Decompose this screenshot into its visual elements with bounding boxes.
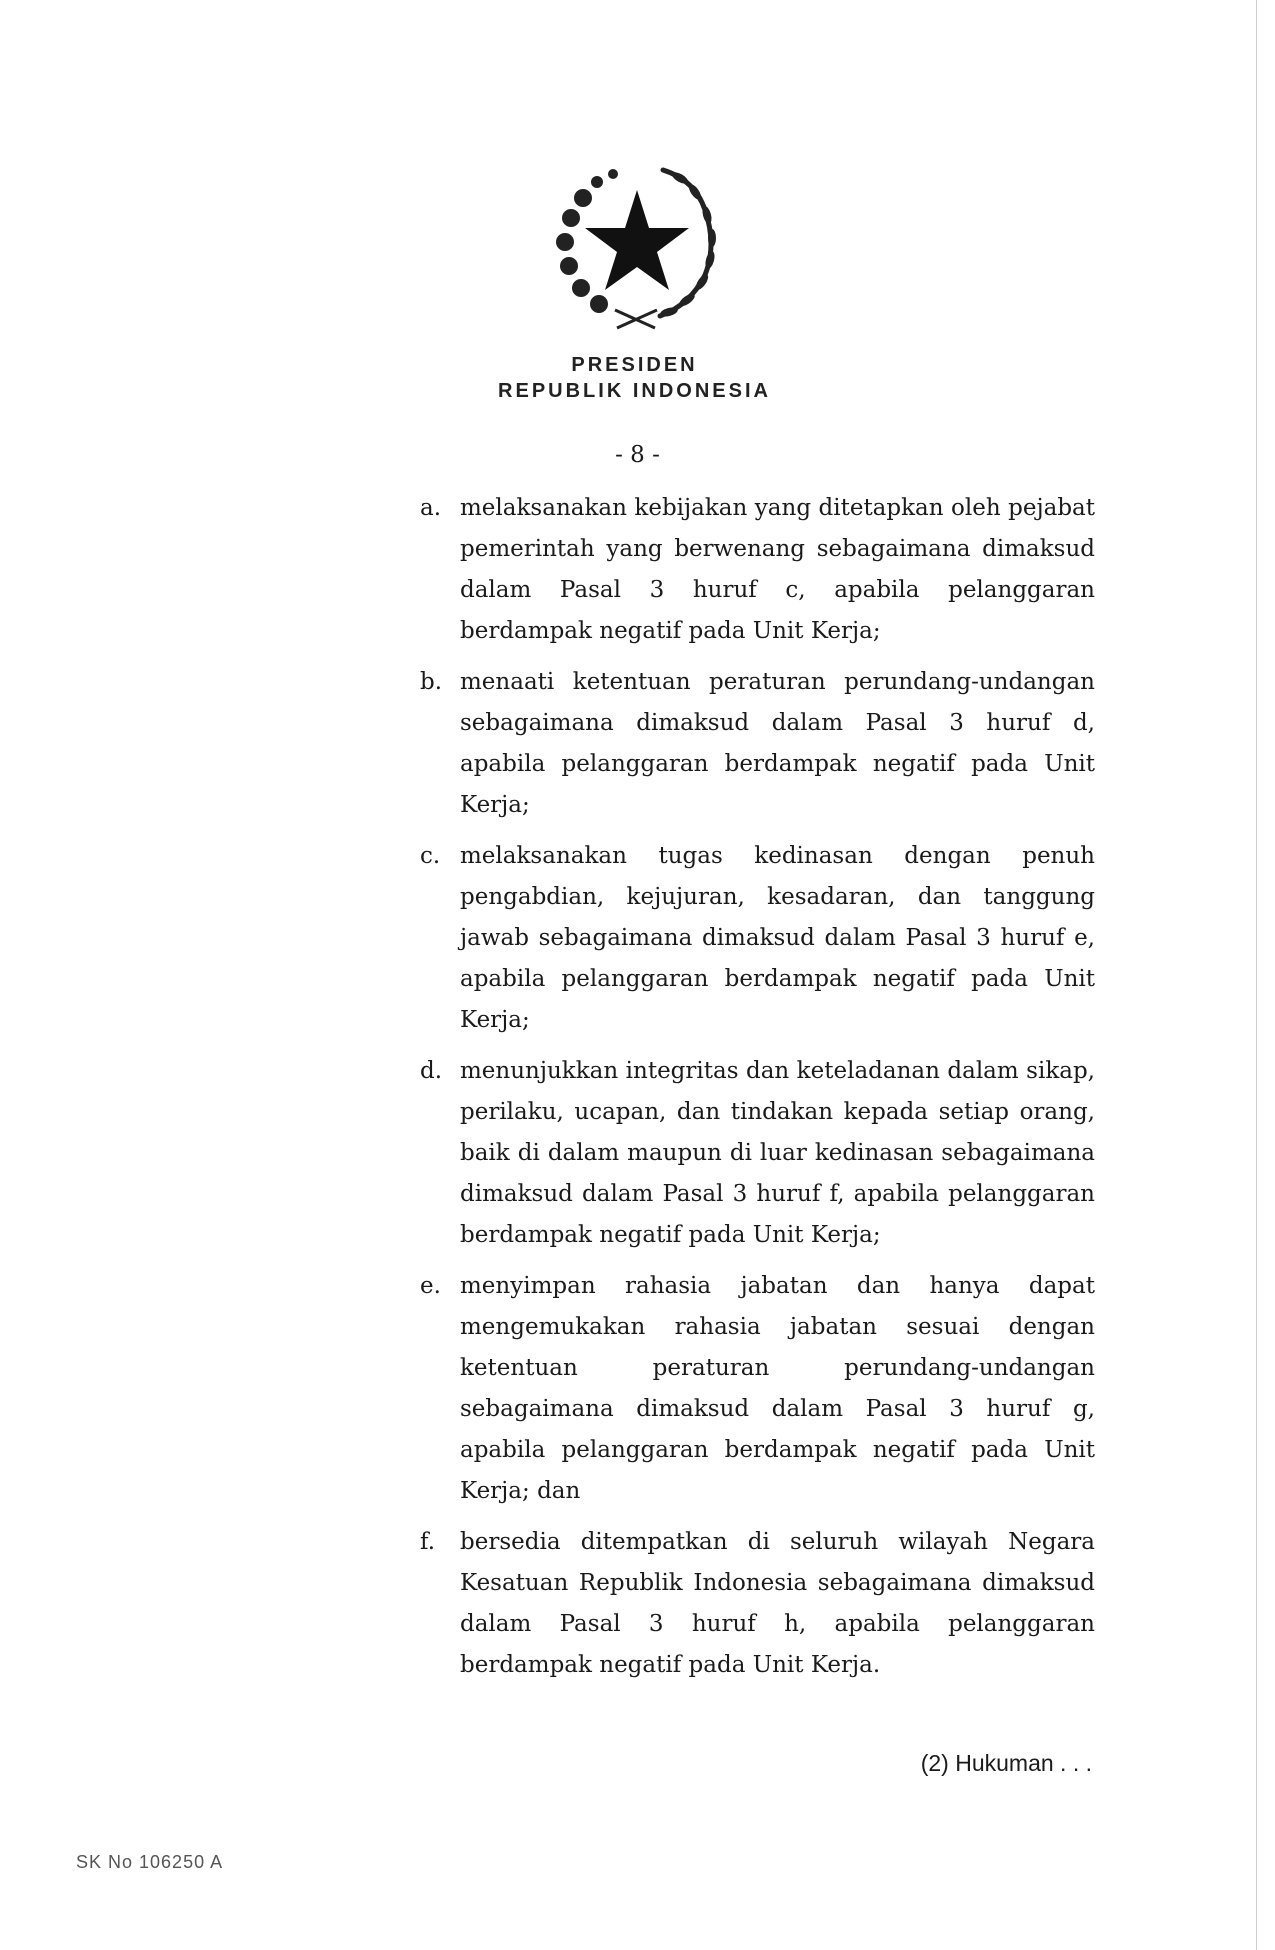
item-letter: e. — [420, 1273, 441, 1299]
item-letter: c. — [420, 843, 441, 869]
list-item-b — [420, 662, 1095, 826]
list-item-d — [420, 1051, 1095, 1256]
item-text: melaksanakan kebijakan yang ditetapkan oleh pejabat pemerintah yang berwenang sebagaimana dimaksud dalam Pasal 3 huruf c, apabila pelanggaran berdampak negatif pada Unit Kerja; — [460, 495, 1095, 644]
item-text: menunjukkan integritas dan keteladanan dalam sikap, perilaku, ucapan, dan tindakan kepada setiap orang, baik di dalam maupun di luar kedinasan sebagaimana dimaksud dalam Pasal 3 huruf f, apabila pelanggaran berdampak negatif pada Unit Kerja; — [460, 1058, 1095, 1248]
header-presiden: PRESIDEN — [571, 354, 698, 376]
item-text: menaati ketentuan peraturan perundang-undangan sebagaimana dimaksud dalam Pasal 3 huruf d, apabila pelanggaran berdampak negatif pada Unit Kerja; — [460, 669, 1095, 818]
garuda-star-emblem-icon — [545, 160, 730, 335]
item-text: bersedia ditempatkan di seluruh wilayah Negara Kesatuan Republik Indonesia sebagaimana dimaksud dalam Pasal 3 huruf h, apabila pelanggaran berdampak negatif pada Unit Kerja. — [460, 1529, 1095, 1678]
list-item-c — [420, 836, 1095, 1041]
list-item-a — [420, 488, 1095, 652]
item-letter: d. — [420, 1058, 443, 1084]
item-letter: a. — [420, 495, 442, 521]
item-text: melaksanakan tugas kedinasan dengan penuh pengabdian, kejujuran, kesadaran, dan tanggung jawab sebagaimana dimaksud dalam Pasal 3 huruf e, apabila pelanggaran berdampak negatif pada Unit Kerja; — [460, 843, 1095, 1033]
page-number: - 8 - — [615, 442, 660, 468]
item-letter: f. — [420, 1529, 436, 1555]
item-text: menyimpan rahasia jabatan dan hanya dapat mengemukakan rahasia jabatan sesuai dengan ketentuan peraturan perundang-undangan sebagaimana dimaksud dalam Pasal 3 huruf g, apabila pelanggaran berdampak negatif pada Unit Kerja; dan — [460, 1273, 1095, 1504]
list-item-e — [420, 1266, 1095, 1512]
header-republik-indonesia: REPUBLIK INDONESIA — [498, 380, 771, 402]
scan-edge-line — [1256, 0, 1257, 1950]
footer-code: SK No 106250 A — [76, 1852, 224, 1872]
continuation-note: (2) Hukuman . . . — [920, 1750, 1092, 1776]
item-letter: b. — [420, 669, 443, 695]
list-item-f — [420, 1522, 1095, 1686]
item-list — [420, 488, 1095, 1696]
